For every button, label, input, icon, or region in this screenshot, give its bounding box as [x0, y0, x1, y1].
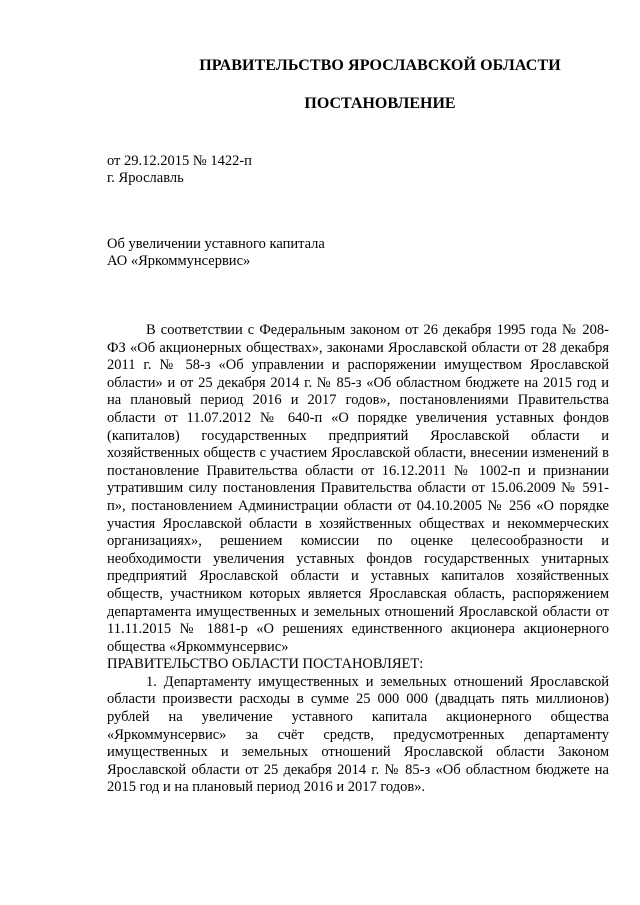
subject-line-1: Об увеличении уставного капитала: [107, 236, 325, 252]
preamble-paragraph: В соответствии с Федеральным законом от 26 декабря 1995 года № 208-ФЗ «Об акционерных обществах», законами Ярославской области от 28 декабря 2011 г. № 58-з «Об управлении и распоряжении имуществом Ярославской области» и от 25 декабря 2014 г. № 85-з «Об областном бюджете на 2015 год и на плановый период 2016 и 2017 годов», постановлениями Правительства области от 11.07.2012 № 640-п «О порядке увеличения уставных фондов (капиталов) государственных предприятий Ярославской области и хозяйственных обществ с участием Ярославской области, внесении изменений в постановление Правительства области от 16.12.2011 № 1002-п и признании утратившим силу постановления Правительства области от 15.06.2009 № 591-п», постановлением Администрации области от 04.10.2005 № 256 «О порядке участия Ярославской области в хозяйственных обществах и некоммерческих организациях», решением комиссии по оценке целесообразности и необходимости увеличения уставных фондов государственных унитарных предприятий Ярославской области и уставных капиталов хозяйственных обществ, участником которых является Ярославская область, распоряжением департамента имущественных и земельных отношений Ярославской области от 11.11.2015 № 1881-р «О решениях единственного акционера акционерного общества «Яркоммунсервис»: [107, 322, 609, 655]
government-title: ПРАВИТЕЛЬСТВО ЯРОСЛАВСКОЙ ОБЛАСТИ: [199, 57, 561, 74]
document-subject: [107, 236, 325, 270]
clause-1-paragraph: 1. Департаменту имущественных и земельных отношений Ярославской области произвести расходы в сумме 25 000 000 (двадцать пять миллионов) рублей на увеличение уставного капитала акционерного общества «Яркоммунсервис» за счёт средств, предусмотренных департаменту имущественных и земельных отношений Ярославской области Законом Ярославской области от 25 декабря 2014 г. № 85-з «Об областном бюджете на 2015 год и на плановый период 2016 и 2017 годов».: [107, 673, 609, 796]
document-type: ПОСТАНОВЛЕНИЕ: [304, 95, 456, 112]
document-body: [107, 322, 609, 797]
document-meta: [107, 153, 252, 187]
city: г. Ярославль: [107, 170, 184, 186]
subject-line-2: АО «Яркоммунсервис»: [107, 253, 251, 269]
resolves-line: ПРАВИТЕЛЬСТВО ОБЛАСТИ ПОСТАНОВЛЯЕТ:: [107, 656, 424, 673]
date-number: от 29.12.2015 № 1422-п: [107, 153, 252, 169]
